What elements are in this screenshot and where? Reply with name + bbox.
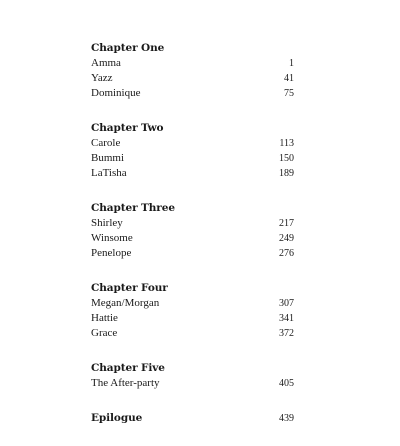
entry-page-number: 1 — [289, 58, 294, 69]
entry-name: Yazz — [91, 72, 113, 84]
chapter-title[interactable]: Chapter Three — [91, 202, 175, 214]
entry-name: Penelope — [91, 247, 132, 259]
entry-name: LaTisha — [91, 167, 127, 179]
chapter-section-3 — [91, 201, 294, 261]
chapter-title[interactable]: Chapter Four — [91, 282, 168, 294]
toc-entry[interactable] — [91, 311, 294, 326]
chapter-title[interactable]: Chapter Five — [91, 362, 165, 374]
entry-page-number: 249 — [279, 233, 294, 244]
toc-entry[interactable] — [91, 86, 294, 101]
epilogue-section — [91, 411, 294, 426]
chapter-section-1 — [91, 41, 294, 101]
table-of-contents — [91, 41, 294, 446]
chapter-section-2 — [91, 121, 294, 181]
entry-page-number: 439 — [279, 413, 294, 424]
entry-page-number: 41 — [284, 73, 294, 84]
toc-entry[interactable] — [91, 56, 294, 71]
entry-page-number: 150 — [279, 153, 294, 164]
toc-entry[interactable] — [91, 376, 294, 391]
toc-entry[interactable] — [91, 326, 294, 341]
chapter-section-4 — [91, 281, 294, 341]
entry-name: Megan/Morgan — [91, 297, 160, 309]
entry-name: Bummi — [91, 152, 125, 164]
toc-entry[interactable] — [91, 166, 294, 181]
entry-page-number: 217 — [279, 218, 294, 229]
entry-name: Winsome — [91, 232, 133, 244]
chapter-title[interactable]: Chapter Two — [91, 122, 164, 134]
entry-page-number: 189 — [279, 168, 294, 179]
toc-entry[interactable] — [91, 231, 294, 246]
entry-name: Amma — [91, 57, 121, 69]
toc-entry[interactable] — [91, 71, 294, 86]
entry-name: The After-party — [91, 377, 160, 389]
entry-page-number: 276 — [279, 248, 294, 259]
entry-name: Grace — [91, 327, 118, 339]
toc-entry[interactable] — [91, 136, 294, 151]
chapter-title[interactable]: Chapter One — [91, 42, 165, 54]
entry-page-number: 75 — [284, 88, 294, 99]
entry-page-number: 405 — [279, 378, 294, 389]
toc-entry[interactable] — [91, 151, 294, 166]
entry-page-number: 307 — [279, 298, 294, 309]
toc-entry[interactable] — [91, 296, 294, 311]
chapter-section-5 — [91, 361, 294, 391]
entry-page-number: 341 — [279, 313, 294, 324]
entry-page-number: 372 — [279, 328, 294, 339]
toc-entry[interactable] — [91, 246, 294, 261]
entry-name: Hattie — [91, 312, 118, 324]
entry-page-number: 113 — [279, 138, 294, 149]
entry-name: Carole — [91, 137, 121, 149]
epilogue-entry[interactable] — [91, 411, 294, 426]
toc-entry[interactable] — [91, 216, 294, 231]
entry-name: Shirley — [91, 217, 123, 229]
epilogue-title: Epilogue — [91, 412, 143, 424]
entry-name: Dominique — [91, 87, 141, 99]
